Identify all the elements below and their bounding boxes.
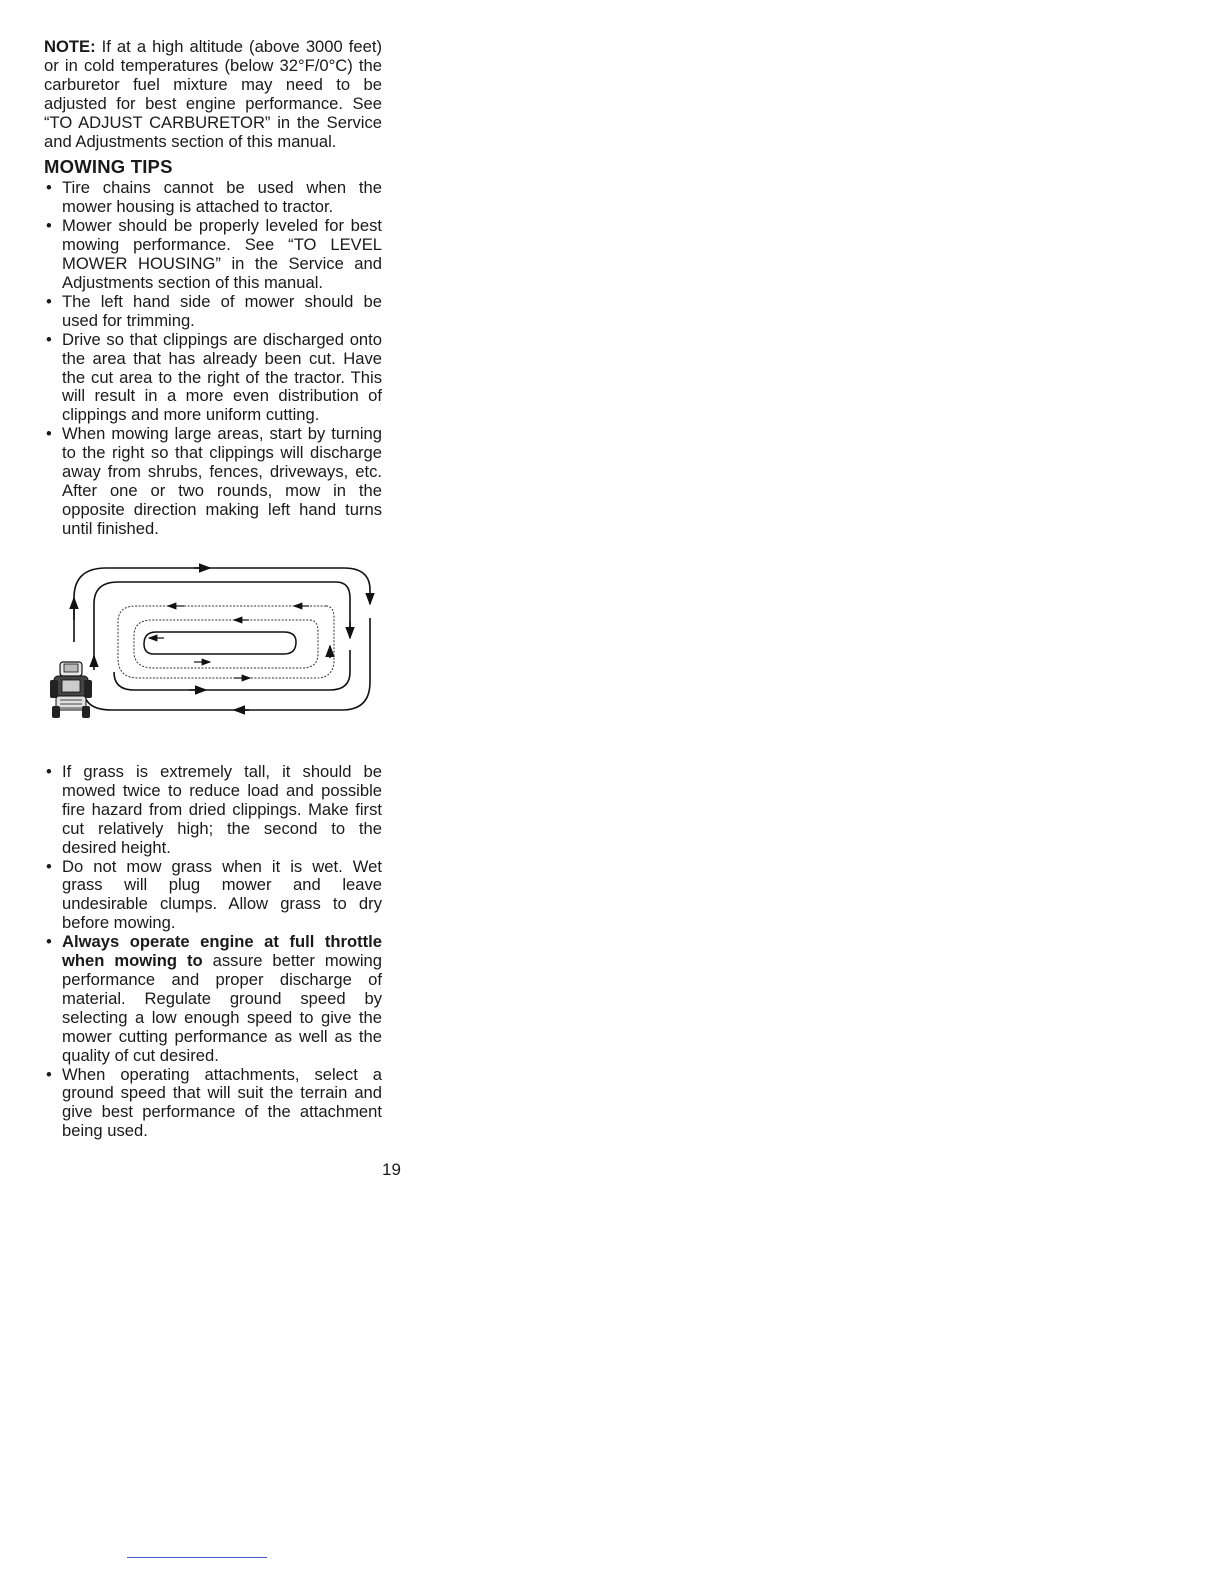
list-item: • Drive so that clippings are discharged onto the area that has already been cut. Have the cut area to the right of the tractor. This will result in a more even distribution of clippings and more uniform cutting. bbox=[46, 329, 382, 425]
list-item: • When mowing large areas, start by turning to the right so that clippings will discharge away from shrubs, fences, driveways, etc. After one or two rounds, mow in the opposite direction making left hand turns until finished. bbox=[46, 424, 382, 538]
page-number: 19 bbox=[382, 1160, 401, 1179]
list-item: • Do not mow grass when it is wet. Wet grass will plug mower and leave undesirable clumps. Allow grass to dry before mowing. bbox=[46, 856, 382, 933]
list-item: • Mower should be properly leveled for best mowing performance. See “TO LEVEL MOWER HOUSING” in the Service and Adjustments section of this manual. bbox=[46, 216, 382, 292]
mowing-pattern-diagram bbox=[44, 560, 380, 750]
list-item: • Tire chains cannot be used when the mower housing is attached to tractor. bbox=[46, 178, 382, 217]
list-item: • When operating attachments, select a ground speed that will suit the terrain and give best performance of the attachment being used. bbox=[46, 1064, 382, 1141]
text-column-top bbox=[44, 38, 382, 539]
note-paragraph bbox=[44, 38, 382, 151]
section-title: MOWING TIPS bbox=[44, 156, 173, 178]
list-item: • The left hand side of mower should be used for trimming. bbox=[46, 291, 382, 330]
list-item: • If grass is extremely tall, it should be mowed twice to reduce load and possible fire hazard from dried clippings. Make first cut relatively high; the second to the desired height. bbox=[46, 762, 382, 857]
tips-list-bottom bbox=[44, 763, 382, 1141]
note-label: NOTE: bbox=[44, 37, 96, 56]
text-column-bottom bbox=[44, 763, 382, 1141]
tips-list-top bbox=[44, 179, 382, 538]
riding-mower-icon bbox=[50, 662, 92, 718]
footer-rule bbox=[127, 1557, 267, 1558]
list-item: • Always operate engine at full throttle when mowing to assure better mowing performance and proper discharge of material. Regulate ground speed by selecting a low enough speed to give the mower cutting performance as well as the quality of cut desired. bbox=[46, 932, 382, 1065]
throttle-bold-text: Always operate engine at full throttle when mowing to bbox=[62, 932, 382, 971]
note-text: If at a high altitude (above 3000 feet) or in cold temperatures (below 32°F/0°C) the carburetor fuel mixture may need to be adjusted for best engine performance. See “TO ADJUST CARBURETOR” in the Service and Adjustments section of this manual. bbox=[44, 37, 382, 151]
